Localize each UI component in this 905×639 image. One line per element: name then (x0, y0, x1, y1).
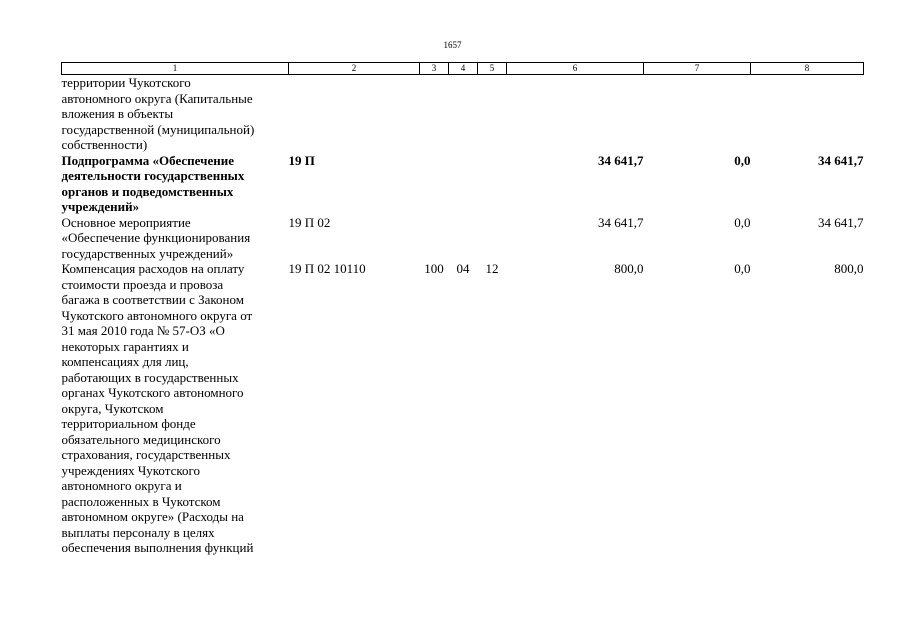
row-col-8: 800,0 (834, 261, 864, 276)
table-row (62, 75, 864, 153)
row-code: 19 П 02 10110 (288, 261, 366, 276)
row-col-6 (507, 75, 644, 153)
row-col-3: 100 (424, 261, 444, 276)
row-col-4 (449, 153, 478, 215)
row-col-5 (478, 215, 507, 262)
row-col-7: 0,0 (734, 152, 751, 168)
row-col-7: 0,0 (734, 214, 751, 230)
budget-table (61, 62, 864, 556)
row-col-5 (478, 153, 507, 215)
row-col-3 (420, 75, 449, 153)
row-col-8: 34 641,7 (818, 152, 864, 168)
row-col-4: 04 (456, 261, 470, 276)
column-header-7: 7 (644, 63, 751, 75)
column-header-1: 1 (62, 63, 289, 75)
row-col-8: 34 641,7 (818, 214, 864, 230)
column-header-2: 2 (289, 63, 420, 75)
row-col-6: 34 641,7 (598, 152, 644, 168)
row-col-7 (644, 75, 751, 153)
table-row (62, 261, 864, 556)
row-col-7: 0,0 (734, 261, 751, 276)
row-col-5 (478, 75, 507, 153)
row-col-8 (751, 75, 864, 153)
row-description: Компенсация расходов на оплату стоимости проезда и провоза багажа в соответствии с Законом Чукотского автономного округа от 31 мая 2010 года № 57-ОЗ «О некоторых гарантиях и компенсациях для лиц, работающих в государственных органах Чукотского автономного округа, Чукотском территориальном фонде обязательного медицинского страхования, государственных учреждениях Чукотского автономного округа и расположенных в Чукотском автономном округе» (Расходы на выплаты персоналу в целях обеспечения выполнения функций (61, 261, 254, 555)
row-description: Основное мероприятие «Обеспечение функционирования государственных учреждений» (61, 214, 251, 261)
table-row (62, 215, 864, 262)
column-number-header-row (62, 63, 864, 75)
row-col-6: 800,0 (614, 261, 644, 276)
row-col-4 (449, 75, 478, 153)
column-header-6: 6 (507, 63, 644, 75)
row-col-6: 34 641,7 (598, 214, 644, 230)
column-header-3: 3 (420, 63, 449, 75)
column-header-4: 4 (449, 63, 478, 75)
row-code (289, 75, 420, 153)
row-col-3 (420, 215, 449, 262)
row-code: 19 П (288, 152, 315, 168)
column-header-8: 8 (751, 63, 864, 75)
column-header-5: 5 (478, 63, 507, 75)
row-col-3 (420, 153, 449, 215)
row-col-5: 12 (485, 261, 499, 276)
row-description: Подпрограмма «Обеспечение деятельности государственных органов и подведомственных учреждений» (61, 152, 245, 214)
row-col-4 (449, 215, 478, 262)
row-description: территории Чукотского автономного округа (Капитальные вложения в объекты государственной (муниципальной) собственности) (61, 75, 255, 152)
row-code: 19 П 02 (288, 214, 331, 230)
page-number: 1657 (443, 40, 462, 50)
table-row (62, 153, 864, 215)
